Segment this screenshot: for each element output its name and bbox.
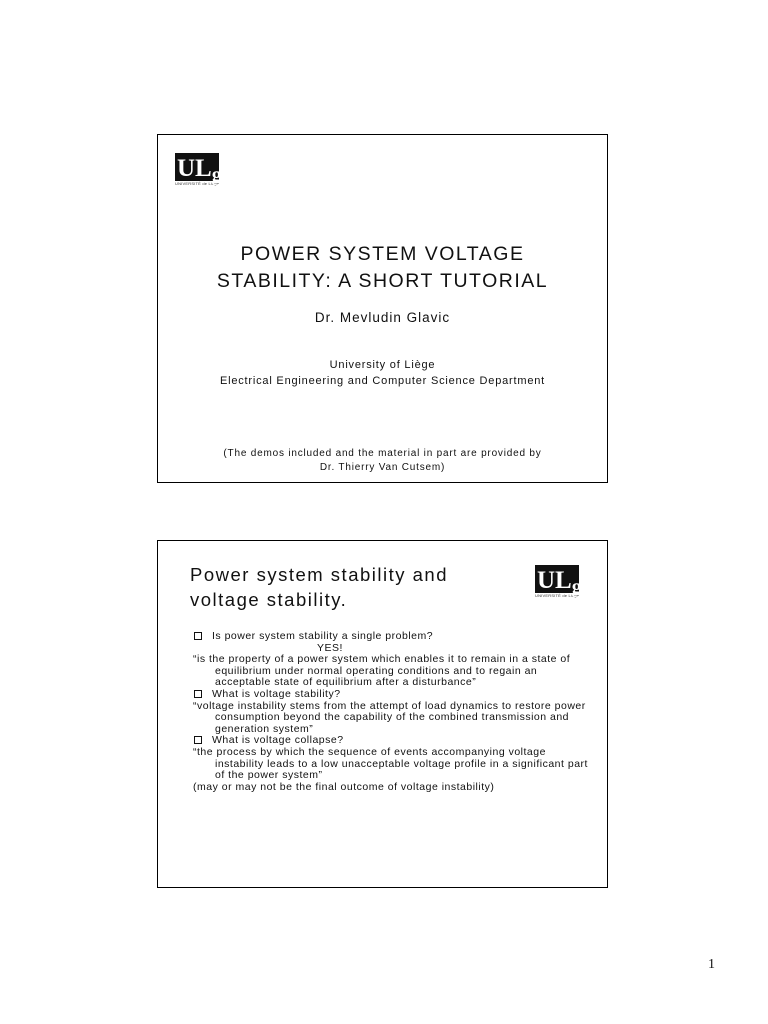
credit-note [158,447,607,474]
bullet-text: What is voltage stability? [212,687,341,700]
footnote: (may or may not be the final outcome of voltage instability) [193,780,495,793]
slide-title [158,241,607,295]
bullet-text: What is voltage collapse? [212,734,344,747]
bullet-question-2 [193,689,593,701]
bullet-question-1 [193,631,593,643]
ulg-logo [175,153,222,186]
checkbox-icon [194,736,202,744]
credit-note-line-1: (The demos included and the material in part are provided by [223,448,542,459]
slide-2 [157,540,608,888]
slide-title [190,562,448,612]
slide-title-line-1: POWER SYSTEM VOLTAGE [240,243,525,265]
definition-stability: “is the property of a power system which enables it to remain in a state of equilibrium under normal operating conditions and to regain an acceptable state of equilibrium after a disturbance” [193,653,571,689]
affiliation [158,357,607,389]
ulg-logo-mark: UL g [177,155,222,186]
ulg-logo [535,565,582,598]
answer-yes: YES! [317,641,343,654]
checkbox-icon [194,632,202,640]
definition-voltage-instability: “voltage instability stems from the attempt of load dynamics to restore power consumption beyond the capability of the combined transmission and generation system” [193,699,586,735]
credit-note-line-2: Dr. Thierry Van Cutsem) [319,461,446,473]
checkbox-icon [194,690,202,698]
slide-title-line-2: voltage stability. [190,589,348,610]
slide-title-line-1: Power system stability and [190,564,449,585]
ulg-logo-subtext: UNIVERSITÉ de Liège [535,593,580,598]
author-name: Dr. Mevludin Glavic [314,310,451,325]
ulg-logo-mark: UL g [537,567,582,598]
affiliation-university: University of Liège [329,359,436,371]
affiliation-department: Electrical Engineering and Computer Science Department [219,375,546,387]
bullet-text: Is power system stability a single problem? [212,630,434,642]
slide-body [193,631,593,793]
slide-1 [157,134,608,483]
ulg-logo-subtext: UNIVERSITÉ de Liège [175,181,220,186]
slide-title-line-2: STABILITY: A SHORT TUTORIAL [216,270,549,292]
definition-voltage-collapse: “the process by which the sequence of events accompanying voltage instability leads to a low unacceptable voltage profile in a significant part of the power system” [193,745,588,782]
page-number: 1 [708,957,715,972]
